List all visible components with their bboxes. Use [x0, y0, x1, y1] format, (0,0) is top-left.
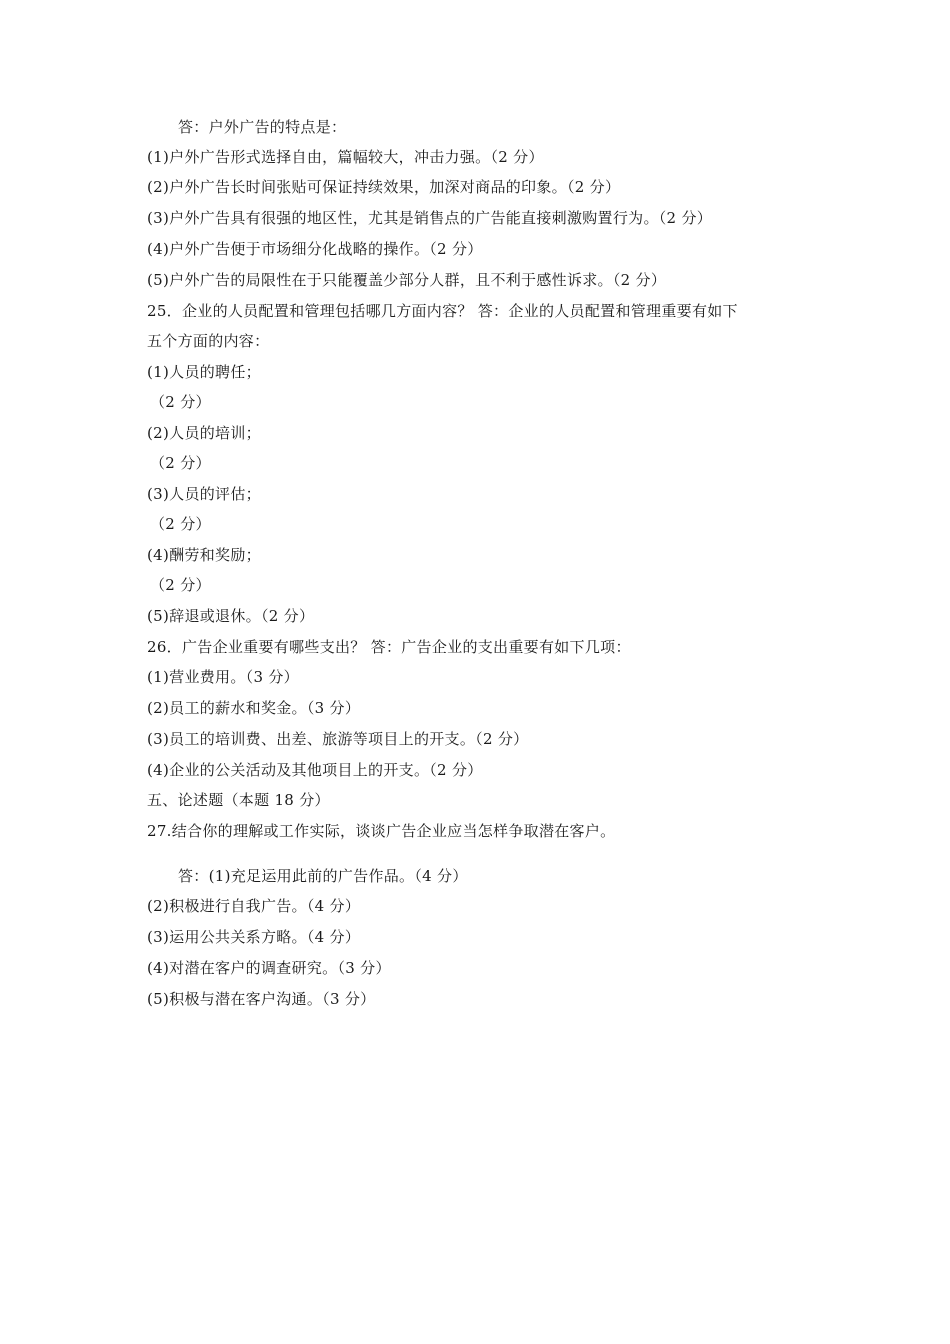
question-26: 26．广告企业重要有哪些支出？ 答：广告企业的支出重要有如下几项：: [147, 638, 631, 656]
answer-26-item-2: (2)员工的薪水和奖金。（3 分）: [147, 699, 361, 717]
answer-25-item-2: (2)人员的培训；: [147, 424, 261, 442]
answer-25-item-4-score: （2 分）: [150, 576, 211, 594]
answer-26-item-3: (3)员工的培训费、出差、旅游等项目上的开支。（2 分）: [147, 730, 529, 748]
answer-24-item-2: (2)户外广告长时间张贴可保证持续效果，加深对商品的印象。（2 分）: [147, 178, 621, 196]
answer-25-item-1-score: （2 分）: [150, 393, 211, 411]
answer-27-item-5: (5)积极与潜在客户沟通。（3 分）: [147, 990, 376, 1008]
answer-25-item-3: (3)人员的评估；: [147, 485, 261, 503]
answer-24-item-3: (3)户外广告具有很强的地区性，尤其是销售点的广告能直接刺激购置行为。（2 分）: [147, 209, 713, 227]
answer-24-item-1: (1)户外广告形式选择自由，篇幅较大，冲击力强。（2 分）: [147, 148, 544, 166]
question-27: 27.结合你的理解或工作实际，谈谈广告企业应当怎样争取潜在客户。: [147, 822, 616, 840]
answer-24-item-4: (4)户外广告便于市场细分化战略的操作。（2 分）: [147, 240, 483, 258]
answer-27-item-4: (4)对潜在客户的调查研究。（3 分）: [147, 959, 391, 977]
answer-25-item-4: (4)酬劳和奖励；: [147, 546, 261, 564]
answer-26-item-4: (4)企业的公关活动及其他项目上的开支。（2 分）: [147, 761, 483, 779]
answer-27-item-3: (3)运用公共关系方略。（4 分）: [147, 928, 361, 946]
answer-24-intro: 答：户外广告的特点是：: [178, 118, 347, 136]
answer-25-item-2-score: （2 分）: [150, 454, 211, 472]
section-5-heading: 五、论述题（本题 18 分）: [147, 791, 330, 809]
question-25-continued: 五个方面的内容：: [147, 332, 270, 350]
question-25: 25．企业的人员配置和管理包括哪几方面内容？ 答：企业的人员配置和管理重要有如下: [147, 302, 738, 320]
answer-26-item-1: (1)营业费用。（3 分）: [147, 668, 299, 686]
answer-27-item-2: (2)积极进行自我广告。（4 分）: [147, 897, 361, 915]
answer-27-item-1: 答：(1)充足运用此前的广告作品。（4 分）: [178, 867, 468, 885]
answer-24-item-5: (5)户外广告的局限性在于只能覆盖少部分人群，且不利于感性诉求。（2 分）: [147, 271, 667, 289]
answer-25-item-5: (5)辞退或退休。（2 分）: [147, 607, 315, 625]
answer-25-item-3-score: （2 分）: [150, 515, 211, 533]
answer-25-item-1: (1)人员的聘任；: [147, 363, 261, 381]
